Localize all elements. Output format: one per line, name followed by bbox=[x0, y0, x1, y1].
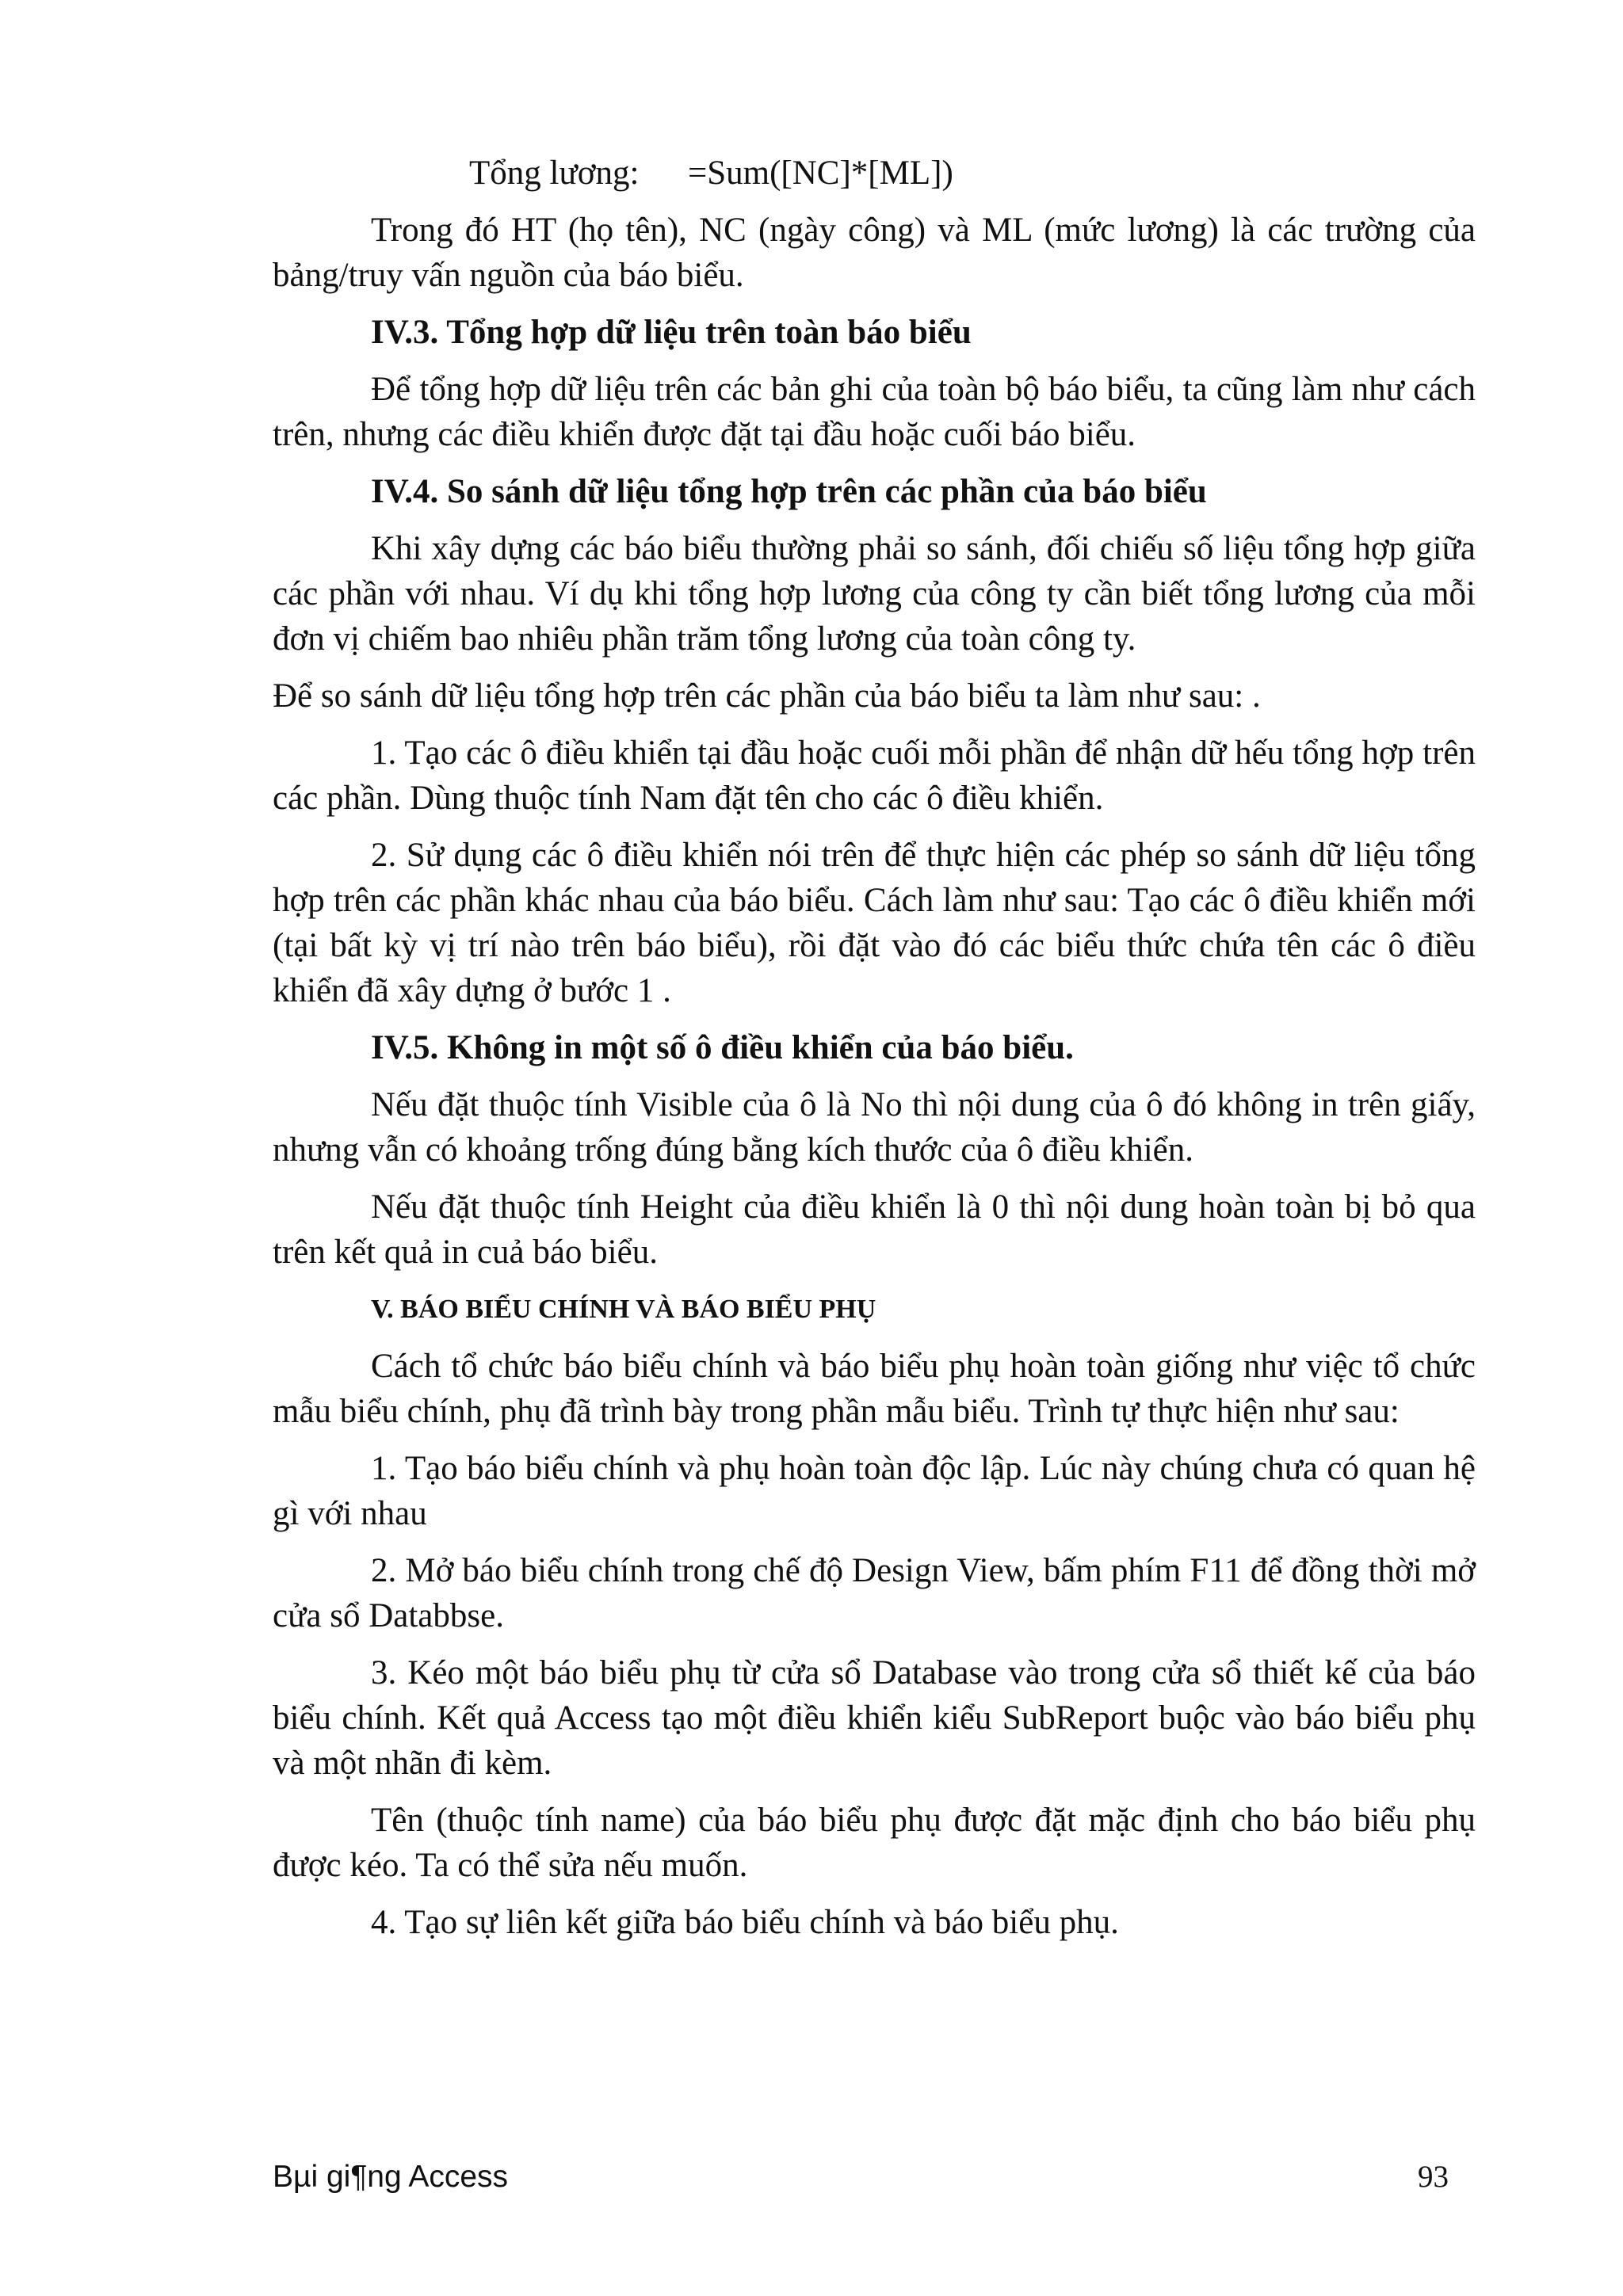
paragraph-subreport-step-3: 3. Kéo một báo biểu phụ từ cửa sổ Database vào trong cửa sổ thiết kế của báo biểu chính. Kết quả Access tạo một điều khiển kiểu SubReport buộc vào báo biểu phụ và một nhãn đi kèm. bbox=[273, 1654, 1476, 1782]
formula-line bbox=[273, 151, 1476, 196]
heading-iv3: IV.3. Tổng hợp dữ liệu trên toàn báo biểu bbox=[371, 314, 972, 351]
page-number: 93 bbox=[1418, 2160, 1449, 2194]
paragraph-subreport-intro: Cách tổ chức báo biểu chính và báo biểu phụ hoàn toàn giống như việc tổ chức mẫu biểu chính, phụ đã trình bày trong phần mẫu biểu. Trình tự thực hiện như sau: bbox=[273, 1348, 1476, 1430]
paragraph-step-1: 1. Tạo các ô điều khiển tại đầu hoặc cuối mỗi phần để nhận dữ hếu tổng hợp trên các phần. Dùng thuộc tính Nam đặt tên cho các ô điều khiển. bbox=[273, 734, 1476, 817]
formula-value: =Sum([NC]*[ML]) bbox=[688, 154, 953, 192]
paragraph-height: Nếu đặt thuộc tính Height của điều khiển là 0 thì nội dung hoàn toàn bị bỏ qua trên kết quả in cuả báo biểu. bbox=[273, 1188, 1476, 1271]
paragraph-subreport-name: Tên (thuộc tính name) của báo biểu phụ được đặt mặc định cho báo biểu phụ được kéo. Ta có thể sửa nếu muốn. bbox=[273, 1802, 1476, 1884]
paragraph-subreport-step-1: 1. Tạo báo biểu chính và phụ hoàn toàn độc lập. Lúc này chúng chưa có quan hệ gì với nhau bbox=[273, 1450, 1476, 1532]
paragraph-visible: Nếu đặt thuộc tính Visible của ô là No thì nội dung của ô đó không in trên giấy, nhưng vẫn có khoảng trống đúng bằng kích thước của ô điều khiển. bbox=[273, 1086, 1476, 1169]
paragraph-subreport-step-4: 4. Tạo sự liên kết giữa báo biểu chính và báo biểu phụ. bbox=[371, 1904, 1119, 1941]
paragraph-compare-intro: Khi xây dựng các báo biểu thường phải so sánh, đối chiếu số liệu tổng hợp giữa các phần với nhau. Ví dụ khi tổng hợp lương của công ty cần biết tổng lương của mỗi đơn vị chiếm bao nhiêu phần trăm tổng lương của toàn công ty. bbox=[273, 530, 1476, 658]
formula-label: Tổng lương: bbox=[469, 154, 640, 192]
paragraph-field-definitions: Trong đó HT (họ tên), NC (ngày công) và ML (mức lương) là các trường của bảng/truy vấn nguồn của báo biểu. bbox=[273, 212, 1476, 294]
page-body bbox=[273, 151, 1476, 1945]
footer-title: Bµi gi¶ng Access bbox=[273, 2160, 509, 2194]
paragraph-step-2: 2. Sử dụng các ô điều khiển nói trên để thực hiện các phép so sánh dữ liệu tổng hợp trên các phần khác nhau của báo biểu. Cách làm như sau: Tạo các ô điều khiển mới (tại bất kỳ vị trí nào trên báo biểu), rồi đặt vào đó các biểu thức chứa tên các ô điều khiển đã xây dựng ở bước 1 . bbox=[273, 837, 1476, 1009]
paragraph-subreport-step-2: 2. Mở báo biểu chính trong chế độ Design View, bấm phím F11 để đồng thời mở cửa sổ Databbse. bbox=[273, 1552, 1476, 1634]
paragraph-compare-steps: Để so sánh dữ liệu tổng hợp trên các phần của báo biểu ta làm như sau: . bbox=[273, 677, 1261, 715]
heading-iv4: IV.4. So sánh dữ liệu tổng hợp trên các phần của báo biểu bbox=[371, 473, 1207, 510]
paragraph-total-report: Để tổng hợp dữ liệu trên các bản ghi của toàn bộ báo biểu, ta cũng làm như cách trên, nhưng các điều khiển được đặt tại đầu hoặc cuối báo biểu. bbox=[273, 371, 1476, 453]
heading-v: V. BÁO BIỂU CHÍNH VÀ BÁO BIỂU PHỤ bbox=[371, 1295, 876, 1324]
heading-iv5: IV.5. Không in một số ô điều khiển của báo biểu. bbox=[371, 1029, 1074, 1066]
